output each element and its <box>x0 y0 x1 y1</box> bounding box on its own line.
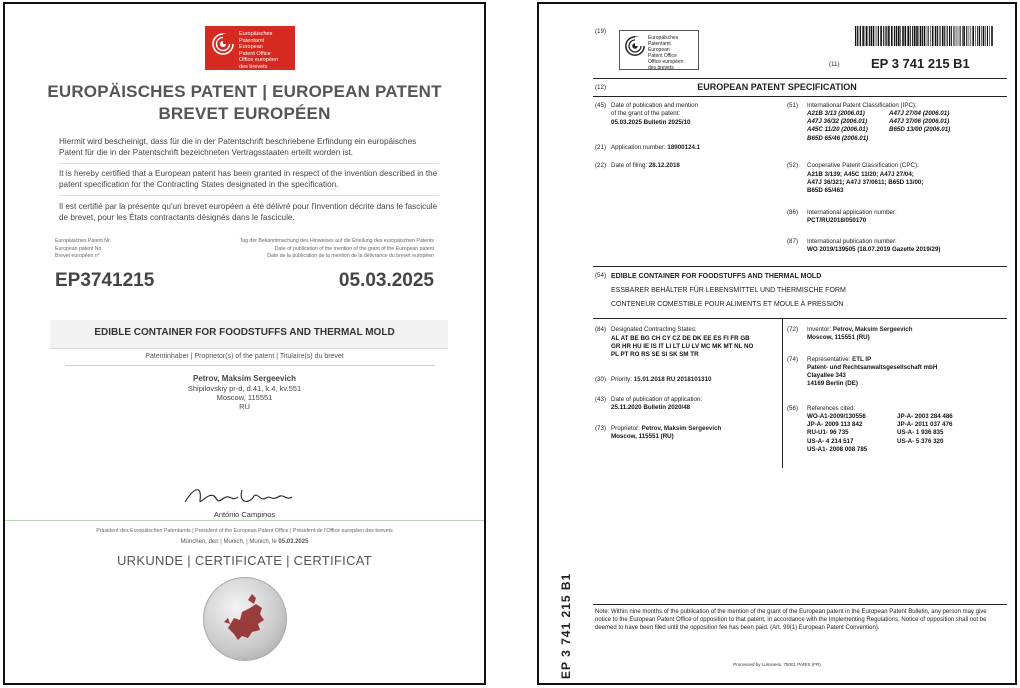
certificate-word: URKUNDE | CERTIFICATE | CERTIFICAT <box>116 553 373 568</box>
barcode-bar <box>865 26 866 46</box>
proprietor-row: Proprietor: Petrov, Maksim Sergeevich <box>611 425 722 432</box>
divider <box>65 365 435 366</box>
epo-logo-text: Europäisches Patentamt European Patent Office Office européen des brevets <box>239 31 279 70</box>
field-45-code: (45) <box>595 102 607 109</box>
barcode-bar <box>916 26 918 46</box>
international-publication-number: WO 2019/139505 (18.07.2019 Gazette 2019/29) <box>807 246 941 253</box>
priority-value: 15.01.2018 RU 2018101310 <box>633 376 712 383</box>
barcode-bar <box>928 26 929 46</box>
proprietor-address-line-3: RU <box>239 402 250 411</box>
grant-date-labels: Tag der Bekanntmachung des Hinweises auf die Erteilung des europäischen Patents Date of publication of the mention of the grant of the European patent Date de la publication de la mention de la délivrance du brevet européen <box>239 238 434 259</box>
field-87-code: (87) <box>787 238 799 245</box>
application-publication-date: 25.11.2020 Bulletin 2020/48 <box>611 404 691 411</box>
divider <box>593 266 1007 267</box>
ipc-label: International Patent Classification (IPC): <box>807 102 917 109</box>
epo-logo-text: Europäisches Patentamt European Patent Office Office européen des brevets <box>648 35 684 71</box>
field-12-code: (12) <box>595 84 607 91</box>
references-list-right: JP-A- 2003 284 486 JP-A- 2011 037 476 US-A- 1 936 835 US-A- 5 376 320 <box>897 413 953 445</box>
field-72-code: (72) <box>787 326 799 333</box>
barcode-bar <box>873 26 874 46</box>
epo-logo-icon <box>211 32 235 56</box>
field-86-label: International application number: <box>807 209 897 216</box>
title-english: EDIBLE CONTAINER FOR FOODSTUFFS AND THERMAL MOLD <box>611 273 822 280</box>
barcode-bar <box>956 26 957 46</box>
document-number: EP 3 741 215 B1 <box>871 56 970 71</box>
barcode-bar <box>930 26 931 46</box>
inventor-address: Moscow, 115551 (RU) <box>807 334 870 341</box>
barcode-bar <box>987 26 988 46</box>
barcode-bar <box>940 26 941 46</box>
barcode-bar <box>880 26 882 46</box>
international-application-number: PCT/RU2018/050170 <box>807 217 867 224</box>
barcode-bar <box>969 26 970 46</box>
field-21-code: (21) <box>595 144 607 151</box>
barcode-bar <box>888 26 890 46</box>
divider <box>59 195 439 196</box>
grant-publication-date: 05.03.2025 Bulletin 2025/10 <box>611 119 691 126</box>
barcode-bar <box>983 26 985 46</box>
barcode-bar <box>907 26 909 46</box>
barcode-bar <box>912 26 913 46</box>
invention-title: EDIBLE CONTAINER FOR FOODSTUFFS AND THERMAL MOLD <box>94 327 395 338</box>
barcode-bar <box>900 26 901 46</box>
certificate-title-line-1: EUROPÄISCHES PATENT | EUROPEAN PATENT <box>47 82 442 101</box>
barcode-image <box>855 26 995 46</box>
inventor-row: Inventor: Petrov, Maksim Sergeevich <box>807 326 913 333</box>
barcode-bar <box>971 26 972 46</box>
barcode-bar <box>979 26 980 46</box>
barcode-bar <box>910 26 911 46</box>
priority-row: Priority: 15.01.2018 RU 2018101310 <box>611 376 712 383</box>
divider <box>59 163 439 164</box>
field-43-code: (43) <box>595 396 607 403</box>
place-and-date <box>5 537 484 547</box>
field-56-code: (56) <box>787 405 799 412</box>
barcode-bar <box>958 26 959 46</box>
designated-states: AL AT BE BG CH CY CZ DE DK EE ES FI FR GB GR HR HU IE IS IT LI LT LU LV MC MK MT NL NO PL PT RO RS SE SI SK SM TR <box>611 335 754 359</box>
barcode-bar <box>935 26 937 46</box>
barcode-bar <box>977 26 978 46</box>
ipc-list-right: A47J 27/04 (2006.01) A47J 37/06 (2006.01) B65D 13/00 (2006.01) <box>889 110 951 134</box>
field-73-code: (73) <box>595 425 607 432</box>
epo-logo <box>205 26 295 70</box>
processed-by: Processed by Luminess, 75001 PARIS (FR) <box>733 662 821 667</box>
certificate-text-english: It is hereby certified that a European patent has been granted in respect of the invention described in the patent specification for the Contracting States designated in the specification. <box>59 169 438 189</box>
place-date-prefix: München, den | Munich, | Munich, le <box>180 539 277 545</box>
divider <box>593 604 1007 605</box>
barcode-bar <box>891 26 893 46</box>
barcode-bar <box>991 26 993 46</box>
cpc-label: Cooperative Patent Classification (CPC): <box>807 162 919 169</box>
field-52-code: (52) <box>787 162 799 169</box>
barcode-bar <box>975 26 976 46</box>
barcode-bar <box>985 26 986 46</box>
signer-title: Präsident des Europäischen Patentamts | President of the European Patent Office | Président de l'Office européen des brevets <box>96 528 393 534</box>
representative-row: Representative: ETL IP <box>807 356 872 363</box>
barcode-bar <box>866 26 868 46</box>
field-54-code: (54) <box>595 272 607 279</box>
field-87-label: International publication number: <box>807 238 897 245</box>
barcode-bar <box>857 26 858 46</box>
epo-logo-icon <box>624 35 646 57</box>
barcode-bar <box>963 26 965 46</box>
divider <box>593 78 1007 79</box>
field-45-label: Date of publication and mention of the grant of the patent: <box>611 102 699 118</box>
barcode-bar <box>942 26 944 46</box>
barcode-bar <box>920 26 922 46</box>
divider <box>593 96 1007 97</box>
barcode-bar <box>962 26 963 46</box>
barcode-bar <box>932 26 934 46</box>
certificate-text-german: Hiermit wird bescheinigt, dass für die in der Patentschrift beschriebene Erfindung ein europäisches Patent für die in der Patentschrift bezeichneten Vertragsstaaten erteilt worden ist. <box>59 137 417 157</box>
proprietor-address-line-2: Moscow, 115551 <box>216 393 273 402</box>
patent-number: EP3741215 <box>55 270 155 291</box>
barcode-bar <box>860 26 861 46</box>
references-label: References cited: <box>807 405 856 412</box>
barcode-bar <box>877 26 878 46</box>
representative-name: ETL IP <box>852 356 872 363</box>
barcode-bar <box>981 26 982 46</box>
ipc-list-left: A21B 3/13 (2006.01) A47J 36/32 (2006.01) A45C 11/20 (2006.01) B65D 65/46 (2006.01) <box>807 110 869 142</box>
field-86-code: (86) <box>787 209 799 216</box>
barcode-bar <box>883 26 884 46</box>
divider <box>593 318 1007 319</box>
application-number: 18900124.1 <box>667 144 701 151</box>
barcode-bar <box>869 26 870 46</box>
barcode-bar <box>886 26 887 46</box>
document-type: EUROPEAN PATENT SPECIFICATION <box>697 82 857 92</box>
barcode-bar <box>894 26 895 46</box>
cpc-list: A21B 3/139; A45C 11/20; A47J 27/04; A47J 36/321; A47J 37/0611; B65D 13/00; B65D 65/463 <box>807 171 924 195</box>
barcode-bar <box>855 26 856 46</box>
grant-date: 05.03.2025 <box>338 270 434 291</box>
barcode-bar <box>862 26 864 46</box>
certificate-title-line-2: BREVET EUROPÉEN <box>158 104 331 123</box>
barcode-bar <box>885 26 886 46</box>
field-19-code: (19) <box>595 28 607 35</box>
europe-map-icon <box>204 578 286 660</box>
barcode-bar <box>951 26 952 46</box>
barcode-bar <box>972 26 974 46</box>
proprietor-address-line-1: Shipilovskiy pr-d, d.41, k.4, kv.551 <box>187 384 302 393</box>
signer-name: António Campinos <box>213 510 276 519</box>
barcode-bar <box>955 26 956 46</box>
proprietor-name: Petrov, Maksim Sergeevich <box>192 374 296 383</box>
divider <box>5 520 484 521</box>
barcode-bar <box>924 26 925 46</box>
representative-address: Patent- und Rechtsanwaltsgesellschaft mbH Clayallee 343 14169 Berlin (DE) <box>807 364 938 388</box>
barcode-bar <box>947 26 948 46</box>
title-french: CONTENEUR COMESTIBLE POUR ALIMENTS ET MOULE À PRESSION <box>611 301 844 308</box>
patent-number-labels: Europäisches Patent Nr. European patent No. Brevet européen n° <box>55 238 111 259</box>
filing-date-row: Date of filing: 28.12.2018 <box>611 162 680 169</box>
barcode-bar <box>878 26 879 46</box>
signature-image <box>180 482 310 510</box>
barcode-bar <box>914 26 916 46</box>
epo-logo <box>619 30 699 70</box>
barcode-bar <box>875 26 876 46</box>
certificate-text-french: Il est certifié par la présente qu'un brevet européen a été délivré pour l'invention décrite dans le fascicule de brevet, pour les États contractants désignés dans le fascicule. <box>59 202 438 222</box>
filing-date: 28.12.2018 <box>648 162 680 169</box>
barcode-bar <box>949 26 950 46</box>
barcode-bar <box>898 26 900 46</box>
application-number-row: Application number: 18900124.1 <box>611 144 701 151</box>
barcode-bar <box>989 26 990 46</box>
field-11-code: (11) <box>829 61 840 68</box>
field-74-code: (74) <box>787 356 799 363</box>
field-84-code: (84) <box>595 326 607 333</box>
column-divider <box>782 318 783 468</box>
field-30-code: (30) <box>595 376 607 383</box>
barcode-bar <box>896 26 898 46</box>
barcode-bar <box>922 26 923 46</box>
barcode-bar <box>966 26 967 46</box>
patent-specification-page <box>537 2 1017 685</box>
barcode-bar <box>905 26 907 46</box>
place-date-value: 05.03.2025 <box>278 539 309 545</box>
epo-seal <box>203 577 287 661</box>
vertical-document-number: EP 3 741 215 B1 <box>559 572 573 679</box>
barcode-bar <box>926 26 927 46</box>
patent-certificate-page <box>3 2 486 685</box>
barcode-bar <box>902 26 904 46</box>
field-84-label: Designated Contracting States: <box>611 326 697 333</box>
barcode-bar <box>944 26 945 46</box>
barcode-bar <box>960 26 961 46</box>
barcode-bar <box>937 26 938 46</box>
opposition-note: Note: Within nine months of the publication of the mention of the grant of the European patent in the European Patent Bulletin, any person may give notice to the European Patent Office of opposition to that patent, in accordance with the Implementing Regulations. Notice of opposition shall not be deemed to have been filed until the opposition fee has been paid. (Art. 99(1) European Patent Convention). <box>595 609 987 631</box>
proprietor-name: Petrov, Maksim Sergeevich <box>641 425 722 432</box>
barcode-bar <box>919 26 920 46</box>
barcode-bar <box>953 26 954 46</box>
title-german: ESSBARER BEHÄLTER FÜR LEBENSMITTEL UND THERMISCHE FORM <box>611 287 846 294</box>
field-43-label: Date of publication of application: <box>611 396 703 403</box>
references-list-left: WO-A1-2009/130556 JP-A- 2009 113 842 RU-U1- 96 735 US-A- 4 214 517 US-A1- 2008 008 785 <box>807 413 868 453</box>
field-22-code: (22) <box>595 162 607 169</box>
barcode-bar <box>871 26 873 46</box>
barcode-bar <box>859 26 860 46</box>
inventor-name: Petrov, Maksim Sergeevich <box>832 326 913 333</box>
field-51-code: (51) <box>787 102 799 109</box>
proprietor-label: Patentinhaber | Proprietor(s) of the patent | Titulaire(s) du brevet <box>145 353 344 360</box>
proprietor-address: Moscow, 115551 (RU) <box>611 433 674 440</box>
